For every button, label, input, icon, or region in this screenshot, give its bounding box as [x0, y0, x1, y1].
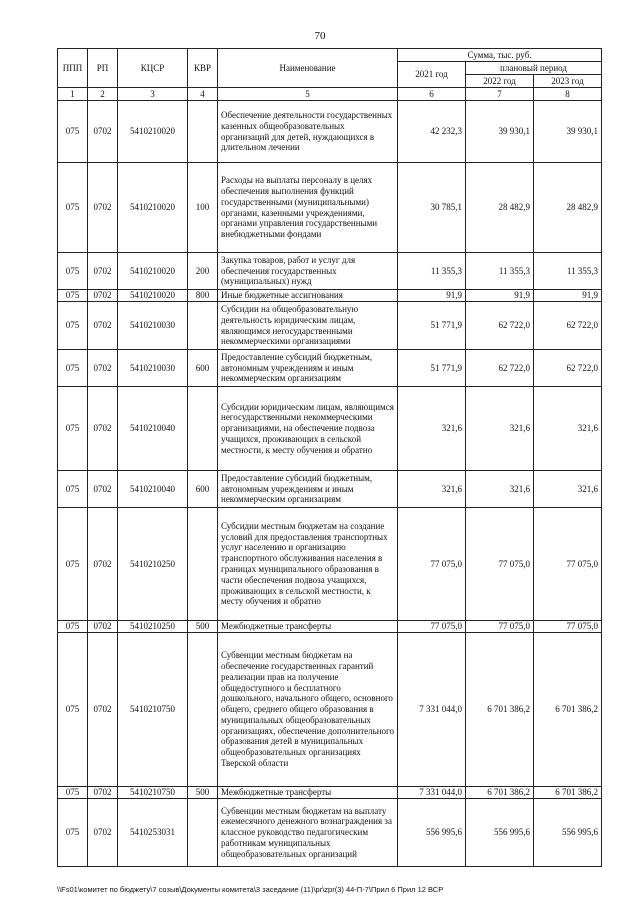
rp-cell: 0702: [88, 633, 118, 787]
value-2022-cell: 11 355,3: [466, 253, 534, 290]
value-2021-cell: 51 771,9: [398, 350, 466, 387]
kcsr-cell: 5410210250: [118, 508, 188, 621]
ppp-cell: 075: [58, 621, 88, 633]
table-row: [58, 253, 602, 290]
kcsr-cell: 5410210750: [118, 633, 188, 787]
rp-cell: 0702: [88, 471, 118, 508]
value-2022-cell: 91,9: [466, 290, 534, 302]
name-cell: Субвенции местным бюджетам на обеспечение государственных гарантий реализации прав на получение общедоступного и бесплатного дошкольного, начального общего, основного общего, среднего общего образования в муниципальных общеобразовательных организациях, обеспечение дополнительного образования детей в муниципальных общеобразовательных организациях Тверской области: [218, 633, 398, 787]
table-row: [58, 350, 602, 387]
value-2021-cell: 321,6: [398, 471, 466, 508]
kcsr-cell: 5410210020: [118, 253, 188, 290]
value-2022-cell: 321,6: [466, 471, 534, 508]
rp-cell: 0702: [88, 302, 118, 350]
value-2023-cell: 91,9: [534, 290, 602, 302]
value-2021-cell: 11 355,3: [398, 253, 466, 290]
ppp-cell: 075: [58, 253, 88, 290]
name-cell: Межбюджетные трансферты: [218, 787, 398, 799]
ppp-cell: 075: [58, 508, 88, 621]
value-2023-cell: 6 701 386,2: [534, 787, 602, 799]
kcsr-cell: 5410210250: [118, 621, 188, 633]
table-row: [58, 290, 602, 302]
name-cell: Субсидии юридическим лицам, являющимся негосударственными некоммерческими организациями, на обеспечение подвоза учащихся, проживающих в сельской местности, к месту обучения и обратно: [218, 387, 398, 471]
page-number: 70: [314, 30, 326, 42]
value-2021-cell: 91,9: [398, 290, 466, 302]
value-2022-cell: 77 075,0: [466, 621, 534, 633]
value-2021-cell: 30 785,1: [398, 163, 466, 253]
kvr-cell: 100: [188, 163, 218, 253]
value-2022-cell: 39 930,1: [466, 101, 534, 163]
table-row: [58, 799, 602, 867]
ppp-cell: 075: [58, 163, 88, 253]
name-cell: Субвенции местным бюджетам на выплату ежемесячного денежного вознаграждения за классное руководство педагогическим работникам муниципальных общеобразовательных организаций: [218, 799, 398, 867]
ppp-cell: 075: [58, 101, 88, 163]
column-number: 7: [466, 88, 534, 101]
value-2023-cell: 28 482,9: [534, 163, 602, 253]
value-2023-cell: 11 355,3: [534, 253, 602, 290]
rp-cell: 0702: [88, 787, 118, 799]
kcsr-cell: 5410210040: [118, 387, 188, 471]
table-row: [58, 621, 602, 633]
header-ppp: ППП: [58, 49, 88, 88]
kcsr-cell: 5410210020: [118, 290, 188, 302]
ppp-cell: 075: [58, 290, 88, 302]
kvr-cell: [188, 508, 218, 621]
table-row: [58, 387, 602, 471]
header-row: [58, 49, 602, 62]
column-number: 3: [118, 88, 188, 101]
rp-cell: 0702: [88, 290, 118, 302]
value-2022-cell: 77 075,0: [466, 508, 534, 621]
kcsr-cell: 5410210040: [118, 471, 188, 508]
value-2022-cell: 6 701 386,2: [466, 633, 534, 787]
column-number: 1: [58, 88, 88, 101]
ppp-cell: 075: [58, 387, 88, 471]
table-row: [58, 787, 602, 799]
header-2022: 2022 год: [466, 75, 534, 88]
value-2021-cell: 51 771,9: [398, 302, 466, 350]
kcsr-cell: 5410210020: [118, 101, 188, 163]
header-kcsr: КЦСР: [118, 49, 188, 88]
kvr-cell: 500: [188, 621, 218, 633]
column-number: 6: [398, 88, 466, 101]
column-number: 5: [218, 88, 398, 101]
table-row: [58, 633, 602, 787]
table-body: [58, 49, 602, 867]
kvr-cell: [188, 101, 218, 163]
value-2023-cell: 556 995,6: [534, 799, 602, 867]
ppp-cell: 075: [58, 350, 88, 387]
rp-cell: 0702: [88, 350, 118, 387]
rp-cell: 0702: [88, 508, 118, 621]
value-2022-cell: 321,6: [466, 387, 534, 471]
kvr-cell: [188, 387, 218, 471]
header-sum: Сумма, тыс. руб.: [398, 49, 602, 62]
kvr-cell: [188, 633, 218, 787]
name-cell: Расходы на выплаты персоналу в целях обеспечения выполнения функций государственными (муниципальными) органами, казенными учреждениями, органами управления государственными внебюджетными фондами: [218, 163, 398, 253]
value-2023-cell: 62 722,0: [534, 302, 602, 350]
name-cell: Межбюджетные трансферты: [218, 621, 398, 633]
kvr-cell: 800: [188, 290, 218, 302]
column-number-row: [58, 88, 602, 101]
kcsr-cell: 5410210020: [118, 163, 188, 253]
table-row: [58, 508, 602, 621]
value-2021-cell: 7 331 044,0: [398, 787, 466, 799]
ppp-cell: 075: [58, 787, 88, 799]
value-2021-cell: 7 331 044,0: [398, 633, 466, 787]
table-row: [58, 471, 602, 508]
value-2022-cell: 62 722,0: [466, 350, 534, 387]
header-kvr: КВР: [188, 49, 218, 88]
value-2021-cell: 321,6: [398, 387, 466, 471]
value-2022-cell: 28 482,9: [466, 163, 534, 253]
header-planned-period: плановый период: [466, 62, 602, 75]
name-cell: Закупка товаров, работ и услуг для обеспечения государственных (муниципальных) нужд: [218, 253, 398, 290]
ppp-cell: 075: [58, 799, 88, 867]
rp-cell: 0702: [88, 101, 118, 163]
table-row: [58, 101, 602, 163]
table-row: [58, 163, 602, 253]
value-2023-cell: 321,6: [534, 471, 602, 508]
kvr-cell: 600: [188, 471, 218, 508]
budget-table: [57, 48, 602, 867]
name-cell: Субсидии местным бюджетам на создание условий для предоставления транспортных услуг населению и организацию транспортного обслуживания населения в границах муниципального образования в части обеспечения подвоза учащихся, проживающих в сельской местности, к месту обучения и обратно: [218, 508, 398, 621]
value-2021-cell: 42 232,3: [398, 101, 466, 163]
value-2021-cell: 77 075,0: [398, 621, 466, 633]
header-2023: 2023 год: [534, 75, 602, 88]
rp-cell: 0702: [88, 387, 118, 471]
rp-cell: 0702: [88, 253, 118, 290]
kvr-cell: 500: [188, 787, 218, 799]
name-cell: Предоставление субсидий бюджетным, автономным учреждениям и иным некоммерческим организациям: [218, 350, 398, 387]
name-cell: Субсидии на общеобразовательную деятельность юридическим лицам, являющимся негосударственными некоммерческими организациями: [218, 302, 398, 350]
value-2023-cell: 321,6: [534, 387, 602, 471]
header-name: Наименование: [218, 49, 398, 88]
kvr-cell: [188, 302, 218, 350]
table-row: [58, 302, 602, 350]
header-rp: РП: [88, 49, 118, 88]
name-cell: Обеспечение деятельности государственных казенных общеобразовательных организаций для детей, нуждающихся в длительном лечении: [218, 101, 398, 163]
kcsr-cell: 5410210750: [118, 787, 188, 799]
column-number: 8: [534, 88, 602, 101]
name-cell: Иные бюджетные ассигнования: [218, 290, 398, 302]
name-cell: Предоставление субсидий бюджетным, автономным учреждениям и иным некоммерческим организациям: [218, 471, 398, 508]
ppp-cell: 075: [58, 633, 88, 787]
ppp-cell: 075: [58, 471, 88, 508]
value-2023-cell: 62 722,0: [534, 350, 602, 387]
value-2023-cell: 6 701 386,2: [534, 633, 602, 787]
kcsr-cell: 5410210030: [118, 302, 188, 350]
value-2021-cell: 77 075,0: [398, 508, 466, 621]
ppp-cell: 075: [58, 302, 88, 350]
rp-cell: 0702: [88, 621, 118, 633]
kcsr-cell: 5410210030: [118, 350, 188, 387]
value-2023-cell: 39 930,1: [534, 101, 602, 163]
header-2021: 2021 год: [398, 62, 466, 88]
kvr-cell: 200: [188, 253, 218, 290]
kcsr-cell: 5410253031: [118, 799, 188, 867]
kvr-cell: 600: [188, 350, 218, 387]
file-path-footer: \\Fs01\комитет по бюджету\7 созыв\Документы комитета\3 заседание (11)\pr\zpr(3) 44-П-7\Прил 6 Прил 12 ВСР: [57, 885, 444, 894]
value-2022-cell: 6 701 386,2: [466, 787, 534, 799]
column-number: 2: [88, 88, 118, 101]
rp-cell: 0702: [88, 799, 118, 867]
value-2022-cell: 62 722,0: [466, 302, 534, 350]
column-number: 4: [188, 88, 218, 101]
value-2023-cell: 77 075,0: [534, 621, 602, 633]
kvr-cell: [188, 799, 218, 867]
value-2023-cell: 77 075,0: [534, 508, 602, 621]
rp-cell: 0702: [88, 163, 118, 253]
value-2021-cell: 556 995,6: [398, 799, 466, 867]
value-2022-cell: 556 995,6: [466, 799, 534, 867]
